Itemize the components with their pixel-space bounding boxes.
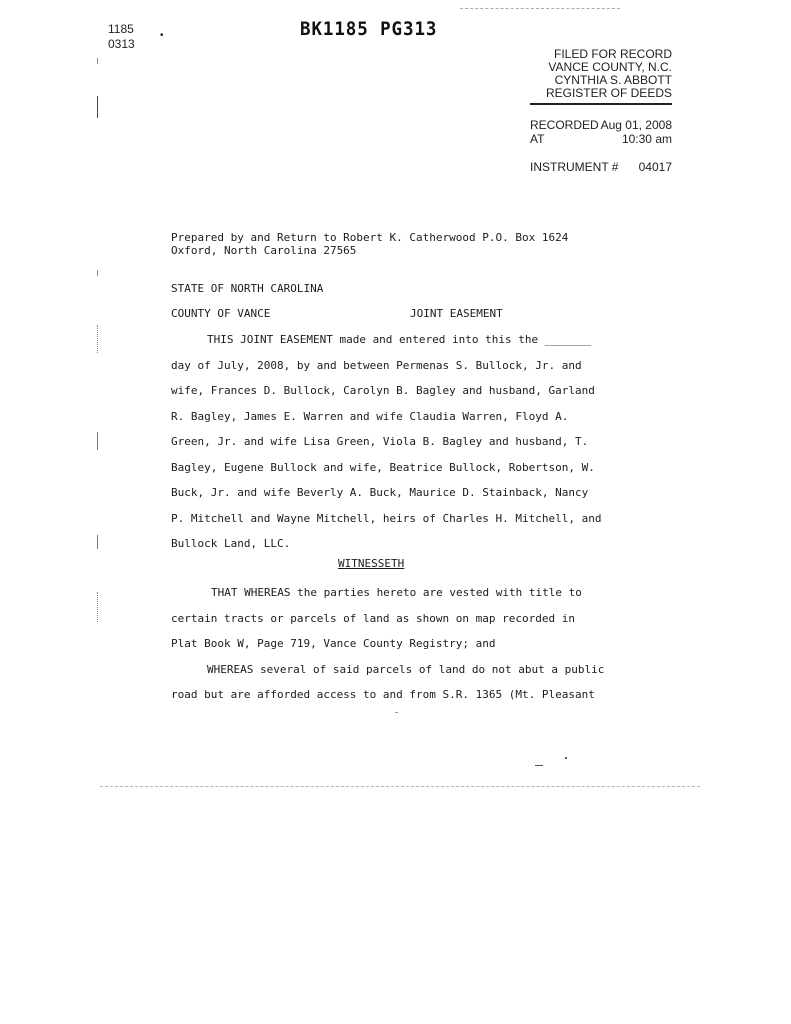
paragraph-line: THIS JOINT EASEMENT made and entered into this the _______ [207,333,592,346]
recorded-label: RECORDED [530,118,599,132]
scan-speck [395,712,398,713]
paragraph-line: Green, Jr. and wife Lisa Green, Viola B. Bagley and husband, T. [171,435,589,448]
recording-info [530,118,672,174]
paragraph-line: certain tracts or parcels of land as shown on map recorded in [171,611,575,625]
scan-speck [565,757,567,759]
witnesseth-heading: WITNESSETH [338,557,405,570]
recorded-date: Aug 01, 2008 [600,118,672,132]
document-title: JOINT EASEMENT [410,307,503,320]
stray-mark: • [160,30,164,41]
margin-page-number: 0313 [108,37,135,51]
scan-artifact-line [100,786,700,788]
filing-line: FILED FOR RECORD [553,47,672,61]
scan-artifact-line [97,432,98,450]
paragraph-line: R. Bagley, James E. Warren and wife Claudia Warren, Floyd A. [171,409,569,423]
scan-artifact-line [97,592,99,622]
paragraph-line: road but are afforded access to and from S.R. 1365 (Mt. Pleasant [171,688,595,701]
paragraph-line: Plat Book W, Page 719, Vance County Registry; and [171,637,496,650]
filing-block [530,48,672,105]
county-heading: COUNTY OF VANCE [171,307,271,320]
instrument-number: 04017 [638,160,672,174]
paragraph-line: Bullock Land, LLC. [171,537,291,550]
scan-artifact-line [97,96,98,118]
margin-book-page-stamp [108,22,135,52]
filing-line: CYNTHIA S. ABBOTT [554,73,672,87]
scan-speck [535,765,543,766]
recorded-time: 10:30 am [621,132,672,146]
paragraph-line: P. Mitchell and Wayne Mitchell, heirs of Charles H. Mitchell, and [171,511,602,525]
prepared-by-line: Oxford, North Carolina 27565 [171,244,357,257]
opening-paragraph [171,327,601,557]
paragraph-line: Bagley, Eugene Bullock and wife, Beatrice Bullock, Robertson, W. [171,460,595,474]
scan-artifact-line [97,535,98,549]
filing-line: VANCE COUNTY, N.C. [548,60,672,74]
book-page-stamp: BK1185 PG313 [300,18,438,40]
paragraph-line: day of July, 2008, by and between Permenas S. Bullock, Jr. and [171,358,582,372]
margin-book-number: 1185 [108,22,134,36]
paragraph-line: WHEREAS several of said parcels of land do not abut a public [207,662,605,676]
whereas-paragraph [171,580,604,708]
scan-artifact-line [460,8,620,10]
paragraph-line: wife, Frances D. Bullock, Carolyn B. Bagley and husband, Garland [171,384,595,397]
scan-artifact-line [97,270,98,276]
scan-artifact-line [97,325,99,353]
paragraph-line: Buck, Jr. and wife Beverly A. Buck, Maurice D. Stainback, Nancy [171,486,589,499]
at-label: AT [530,132,545,146]
instrument-label: INSTRUMENT # [530,160,619,174]
prepared-by-line: Prepared by and Return to Robert K. Catherwood P.O. Box 1624 [171,231,569,244]
filing-line: REGISTER OF DEEDS [545,86,672,100]
scan-artifact-line [97,58,98,64]
paragraph-line: THAT WHEREAS the parties hereto are vested with title to [211,586,582,599]
state-heading: STATE OF NORTH CAROLINA [171,282,324,295]
prepared-by-block [171,231,568,257]
